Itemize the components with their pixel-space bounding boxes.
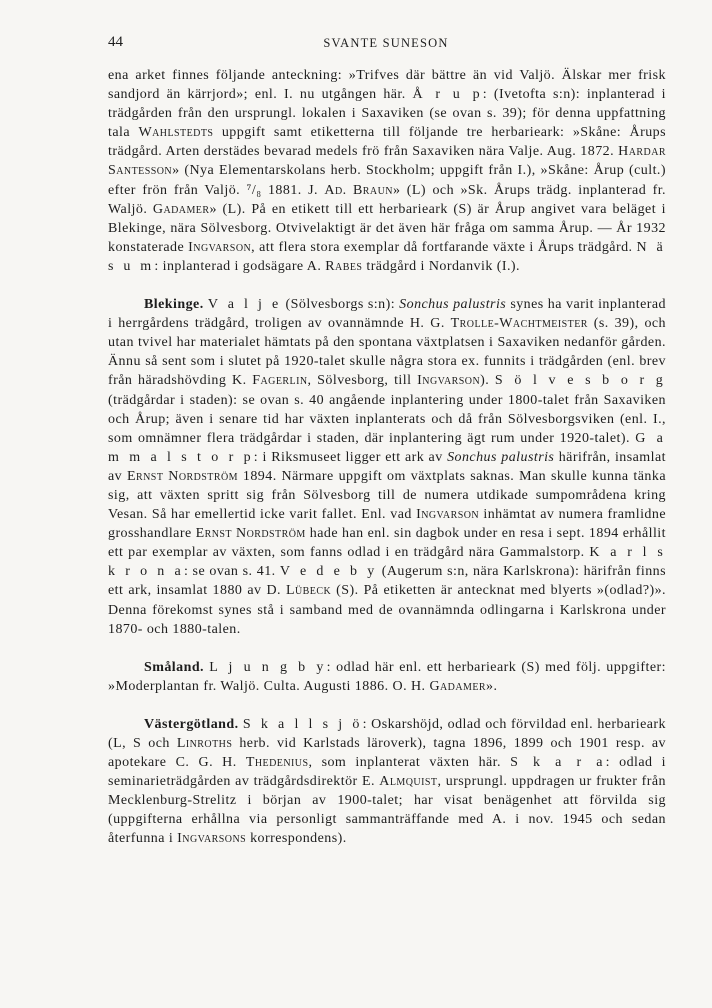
text-run: herb. vid Karlstads läroverk), tagna 1896, 1899 och 1901 resp. av apotekare C. G. H. xyxy=(108,736,667,771)
text-run: (s. 39), och utan tvivel har materialet hämtats på den spontana växtplatsen i Saxaviken nedanför gården. Ännu så sent som i slutet på 1920-talet skulle några stora ex. funnits i trädgården (enl. brev från häradshövding K. xyxy=(108,316,667,389)
text-run: (Augerum s:n, nära Karlskrona): härifrån finns ett ark, insamlat 1880 av D. xyxy=(108,564,666,599)
person-name: Gadamer xyxy=(152,201,210,217)
text-run: (Sölvesborgs s:n): xyxy=(281,297,400,313)
text-run: härifrån, insamlat av xyxy=(108,449,666,484)
text-run: : (Ivetofta s:n): inplanterad i trädgården från den ursprungl. lokalen i Saxaviken (se ovan s. 39); för denna uppfattning tala xyxy=(108,87,666,141)
running-head: SVANTE SUNESON xyxy=(323,36,449,50)
text-run: , som inplanterat växten här. xyxy=(308,755,511,771)
text-run: uppgift samt etiketterna till följande tre herbarieark: »Skåne: Årups trädgård. Arten derstädes bevarad medels frö från Saxaviken nära Valje. Aug. 1872. xyxy=(108,125,666,160)
body-text xyxy=(108,66,666,849)
locality-solvesborg: S ö l v e s b o r g xyxy=(494,373,666,389)
person-name: Ad. Braun xyxy=(324,182,393,198)
locality-gammalstorp: G a m m a l s t o r p xyxy=(108,430,666,465)
person-name: Lübeck xyxy=(286,583,332,599)
text-run: : inplanterad i godsägare A. xyxy=(154,258,326,274)
locality-vedeby: V e d e b y xyxy=(279,564,378,580)
person-name: Almquist xyxy=(379,774,438,790)
locality-ljungby: L j u n g b y xyxy=(209,659,327,675)
province-heading: Småland. xyxy=(144,659,205,675)
province-heading: Västergötland. xyxy=(144,716,239,732)
text-run: synes ha varit inplanterad i herrgårdens trädgård, troligen av ovannämnde H. G. xyxy=(108,297,667,332)
locality-karlskrona: K a r l s k r o n a xyxy=(108,545,666,580)
person-name: Ingvarson xyxy=(188,239,252,255)
locality-valje: V a l j e xyxy=(207,297,282,313)
locality-skallsjo: S k a l l s j ö xyxy=(242,716,363,732)
locality-arup: Å r u p xyxy=(412,87,483,103)
page-header xyxy=(108,34,664,54)
paragraph-continuation xyxy=(108,66,666,276)
person-name: Gadamer xyxy=(429,678,487,694)
text-run: : odlad här enl. ett herbarieark (S) med följ. uppgifter: »Moderplantan fr. Waljö. Culta. Augusti 1886. O. H. xyxy=(108,659,666,694)
person-name: Rabes xyxy=(325,258,363,274)
text-run: ). xyxy=(480,373,495,389)
text-run: (trädgårdar i staden): se ovan s. 40 angående inplantering under 1800-talet från Saxaviken och Årup; även i senare tid har växten inplanterats och då från Sölvesborgsviken (enl. I., som omnämner flera trädgårdar i staden, där inplantering ägt rum under 1920-talet). xyxy=(108,392,666,446)
text-run: ena arket finnes följande anteckning: »Trifves där bättre än vid Valjö. Älskar mer frisk sandjord än kärrjord»; enl. I. nu utgången här. xyxy=(108,68,666,103)
species-name: Sonchus palustris xyxy=(399,297,507,313)
person-name: Thedenius xyxy=(245,755,309,771)
province-heading: Blekinge. xyxy=(144,297,204,313)
person-name: Ernst Nordström xyxy=(195,526,306,542)
paragraph-vastergotland xyxy=(108,715,666,849)
text-run: , ursprungl. uppdragen ur frukter från Mecklenburg-Strelitz i början av 1900-talet; har visat benägenhet att förvilda sig (uppgifterna erhållna via personligt sammanträffande med A. i nov. 1945 och sedan återfunna i xyxy=(108,774,666,847)
text-run: korrespondens). xyxy=(246,831,347,847)
person-name: Ingvarson xyxy=(417,373,481,389)
person-name: Ingvarson xyxy=(416,507,480,523)
page-number: 44 xyxy=(108,34,123,50)
person-name: Hardar Santesson xyxy=(108,144,666,179)
text-run: hade han enl. sin dagbok under en resa i sept. 1894 erhållit ett par exemplar av växten, som fanns odlad i en trädgård nära Gammalstorp. xyxy=(108,526,666,561)
text-run: , Sölvesborg, till xyxy=(307,373,418,389)
text-run: : Oskarshöjd, odlad och förvildad enl. herbarieark (L, S och xyxy=(108,716,666,751)
person-name: Ingvarsons xyxy=(177,831,247,847)
person-name: Linroths xyxy=(176,736,233,751)
text-run: 1894. Närmare uppgift om växtplats saknas. Man skulle kunna tänka sig, att växten spritt sig från Sölvesborg till de numera utdikade sumpområdena kring Vesan. Så har emellertid icke varit fallet. Enl. vad xyxy=(108,468,666,523)
text-run: : i Riksmuseet ligger ett ark av xyxy=(253,449,448,465)
text-run: , att flera stora exemplar då fortfarande växte i Årups trädgård. xyxy=(251,239,637,255)
locality-skara: S k a r a xyxy=(510,755,606,771)
person-name: Trolle-Wachtmeister xyxy=(450,316,588,332)
locality-nasum: N ä s u m xyxy=(108,239,666,274)
text-run: : se ovan s. 41. xyxy=(183,564,280,580)
text-run: » (Nya Elementarskolans herb. Stockholm; uppgift från I.), »Skåne: Årup (cult.) efter frön från Valjö. ⁷/₈ 1881. J. xyxy=(108,163,666,198)
text-run: trädgård i Nordanvik (I.). xyxy=(362,258,520,274)
person-name: Fagerlin xyxy=(252,373,308,389)
paragraph-smaland xyxy=(108,658,666,696)
text-run: (S). På etiketten är antecknat med blyerts »(odlad?)». Denna förekomst synes stå i samband med de ovannämnda odlingarna i Karlskrona under 1870- och 1880-talen. xyxy=(108,583,666,637)
person-name: Ernst Nordström xyxy=(127,468,239,484)
text-run: » (L) och »Sk. Årups trädg. inplanterad fr. Waljö. xyxy=(108,182,666,217)
text-run: ». xyxy=(486,678,498,694)
text-run: inhämtat av numera framlidne grosshandlare xyxy=(108,507,666,542)
text-run: : odlad i seminarieträdgården av trädgårdsdirektör E. xyxy=(108,755,667,790)
text-run: » (L). På en etikett till ett herbarieark (S) är Årup angivet vara beläget i Blekinge, nära Sölvesborg. Otvivelaktigt är det även här fråga om samma Årup. — År 1932 konstaterade xyxy=(108,201,666,255)
paragraph-blekinge xyxy=(108,295,666,639)
person-name: Wahlstedts xyxy=(138,125,214,141)
species-name: Sonchus palustris xyxy=(447,449,555,465)
